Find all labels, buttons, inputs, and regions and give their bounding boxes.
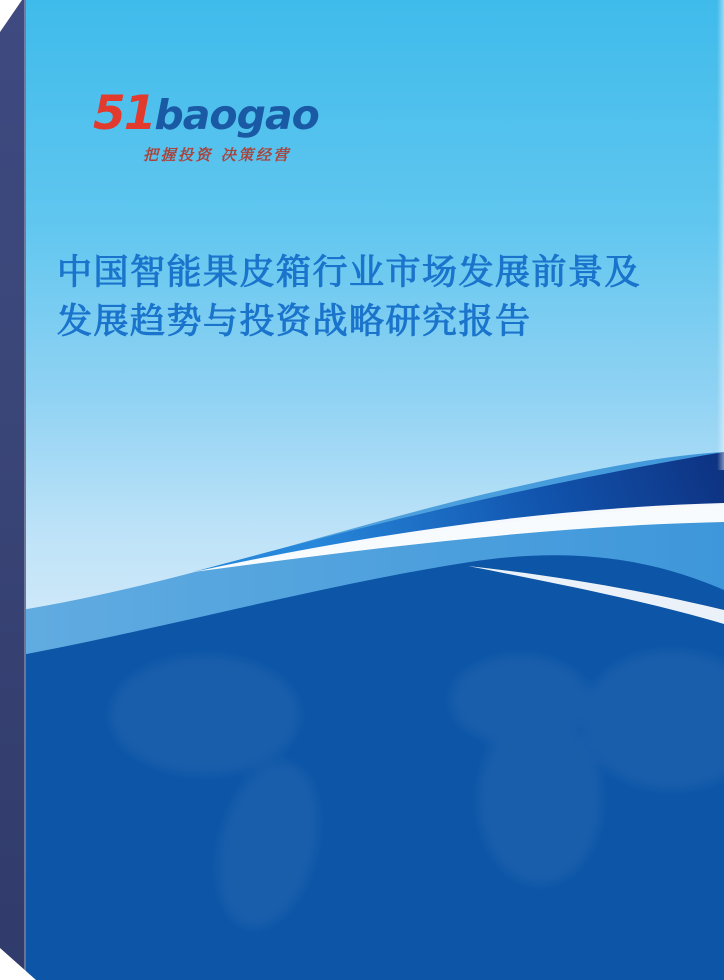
report-title-line-1: 中国智能果皮箱行业市场发展前景及 bbox=[57, 253, 642, 293]
logo-number: 51 bbox=[93, 86, 155, 141]
logo-tagline: 把握投资 决策经营 bbox=[143, 146, 291, 164]
report-title-line-2: 发展趋势与投资战略研究报告 bbox=[57, 302, 532, 342]
logo bbox=[93, 86, 319, 141]
spine-edge-highlight bbox=[24, 0, 26, 980]
logo-name: baogao bbox=[154, 91, 319, 139]
report-title bbox=[57, 249, 677, 347]
top-left-corner-fold bbox=[0, 0, 22, 32]
bottom-left-corner-fold bbox=[0, 948, 36, 980]
book-spine bbox=[0, 0, 26, 980]
